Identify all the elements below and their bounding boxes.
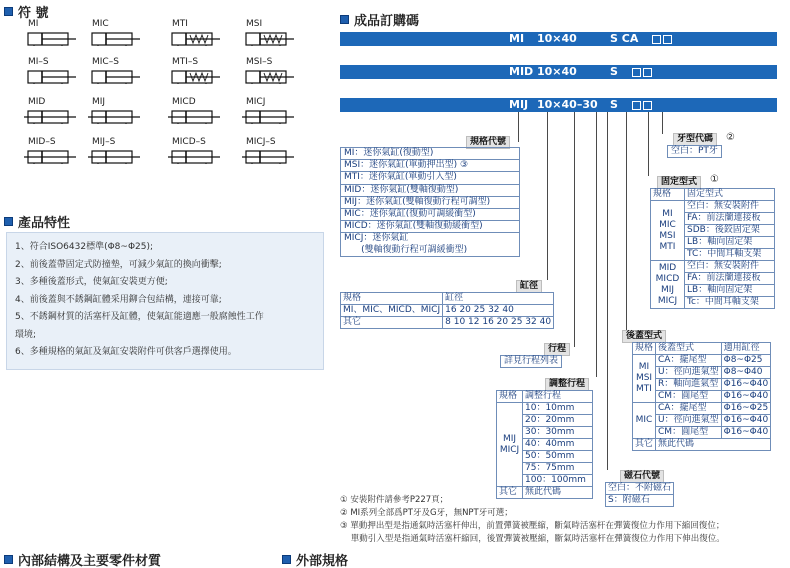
table-cell: 調整行程 bbox=[523, 391, 593, 403]
rear-head-row bbox=[633, 343, 771, 355]
cylinder-symbol-icon bbox=[166, 150, 222, 164]
rear-row bbox=[633, 403, 771, 415]
cylinder-symbol-icon bbox=[166, 32, 222, 46]
table-cell: MIJ MICJ bbox=[497, 403, 523, 487]
adjust-row bbox=[497, 403, 593, 415]
table-cell: U：徑向進氣型 bbox=[656, 367, 722, 379]
spec-code-row: MICJ：迷你氣缸 bbox=[344, 233, 409, 244]
symbol-label: MIC–S bbox=[92, 57, 119, 67]
table-cell: 100：100mm bbox=[523, 475, 593, 487]
table-cell: 空白：無安裝附件 bbox=[685, 201, 775, 213]
table-cell: Φ16~Φ40 bbox=[721, 415, 771, 427]
bore-table bbox=[340, 292, 554, 329]
spec-code-row: MSI：迷你氣缸(單動押出型) ③ bbox=[341, 160, 519, 172]
cylinder-symbol-icon bbox=[86, 110, 142, 124]
table-cell: 固定型式 bbox=[685, 189, 775, 201]
cylinder-symbol-icon bbox=[240, 150, 296, 164]
fix-head-row bbox=[651, 189, 775, 201]
table-cell: 10：10mm bbox=[523, 403, 593, 415]
spec-code-row: (雙軸復動行程可調緩衝型) bbox=[344, 244, 468, 255]
blank-code-boxes bbox=[630, 98, 652, 112]
feature-item: 5、不銹鋼材質的活塞杆及缸體，使氣缸能適應一般腐蝕性工作 bbox=[15, 312, 264, 322]
table-cell: Tc：中間耳軸支架 bbox=[685, 297, 775, 309]
table-cell: 空白：無安裝附件 bbox=[685, 261, 775, 273]
symbols-title: 符 號 bbox=[4, 2, 49, 21]
table-cell: CA：擺尾型 bbox=[656, 403, 722, 415]
table-cell: 規格 bbox=[497, 391, 523, 403]
features-title: 產品特性 bbox=[4, 212, 70, 231]
cylinder-symbol-icon bbox=[166, 110, 222, 124]
spec-code-row: MIJ：迷你氣缸(雙軸復動行程可調型) bbox=[341, 197, 519, 209]
table-cell: 適用缸徑 bbox=[721, 343, 771, 355]
table-cell: 其它 bbox=[341, 317, 443, 329]
cylinder-symbol-icon bbox=[86, 32, 142, 46]
table-cell: MIC bbox=[633, 403, 656, 439]
order-title: 成品訂購碼 bbox=[340, 10, 419, 29]
note-line: 單動引入型是指通氣時活塞杆縮回，後置彈簧被壓縮，斷氣時活塞杆在彈簧復位力作用下伸出復位。 bbox=[340, 534, 725, 544]
note-line: ③ 單動押出型是指通氣時活塞杆伸出，前置彈簧被壓縮，斷氣時活塞杆在彈簧復位力作用下縮回復位； bbox=[340, 521, 725, 531]
symbol-label: MI–S bbox=[28, 57, 49, 67]
features-list bbox=[7, 233, 323, 362]
connector-line bbox=[596, 112, 597, 377]
spec-code-table bbox=[340, 147, 520, 257]
symbol-label: MSI–S bbox=[246, 57, 273, 67]
table-cell: 40：40mm bbox=[523, 439, 593, 451]
table-cell: MI MIC MSI MTI bbox=[651, 201, 685, 261]
thread-note-mark: ② bbox=[726, 132, 735, 143]
cylinder-symbol-icon bbox=[22, 32, 78, 46]
section-square-icon bbox=[4, 7, 13, 16]
symbol-label: MICD bbox=[172, 97, 196, 107]
table-cell: 規格 bbox=[651, 189, 685, 201]
connector-line bbox=[607, 112, 608, 470]
spec-code-row: MID：迷你氣缸(雙軸復動型) bbox=[341, 185, 519, 197]
thread-code-value: 空白：PT牙 bbox=[667, 145, 722, 158]
rear-cover-table bbox=[632, 342, 771, 451]
table-cell: Φ16~Φ40 bbox=[721, 427, 771, 439]
connector-line bbox=[518, 112, 519, 142]
cylinder-symbol-icon bbox=[240, 110, 296, 124]
external-spec-title: 外部規格 bbox=[282, 550, 348, 568]
symbol-label: MIJ bbox=[92, 97, 106, 107]
fixing-type-table bbox=[650, 188, 775, 309]
magnet-code-tag: 磁石代號 bbox=[620, 470, 664, 483]
symbol-label: MIJ–S bbox=[92, 137, 116, 147]
blank-code-boxes bbox=[630, 65, 652, 79]
table-cell: S：附磁石 bbox=[606, 495, 674, 507]
feature-item: 1、符合ISO6432標準(Φ8~Φ25); bbox=[15, 242, 154, 252]
spec-code-row: MIC：迷你氣缸(復動可調緩衝型) bbox=[341, 209, 519, 221]
section-square-icon bbox=[340, 15, 349, 24]
fixing-type-tag: 固定型式 bbox=[657, 176, 701, 189]
stroke-value: 詳見行程列表 bbox=[500, 355, 562, 368]
connector-line bbox=[547, 112, 548, 280]
table-cell: 規格 bbox=[633, 343, 656, 355]
blank-code-boxes bbox=[650, 32, 672, 46]
table-cell: 30：30mm bbox=[523, 427, 593, 439]
spec-code-row: MI：迷你氣缸(復動型) bbox=[341, 148, 519, 160]
bore-row bbox=[341, 317, 554, 329]
table-cell: 75：75mm bbox=[523, 463, 593, 475]
cylinder-symbol-icon bbox=[166, 70, 222, 84]
symbol-label: MICJ bbox=[246, 97, 266, 107]
symbol-label: MICJ–S bbox=[246, 137, 276, 147]
symbol-label: MTI bbox=[172, 19, 188, 29]
table-cell: 無此代碼 bbox=[523, 487, 593, 499]
symbol-label: MTI–S bbox=[172, 57, 199, 67]
table-cell: 其它 bbox=[633, 439, 656, 451]
feature-item: 4、前後蓋與不銹鋼缸體采用鉚合包結構，連接可靠; bbox=[15, 294, 222, 305]
symbol-label: MI bbox=[28, 19, 39, 29]
section-square-icon bbox=[4, 555, 13, 564]
table-cell: R：軸向進氣型 bbox=[656, 379, 722, 391]
table-cell: 20：20mm bbox=[523, 415, 593, 427]
feature-item: 6、多種規格的氣缸及氣缸安裝附件可供客戶選擇使用。 bbox=[15, 347, 237, 357]
stroke-tag: 行程 bbox=[544, 343, 570, 356]
internal-structure-title: 內部結構及主要零件材質 bbox=[4, 550, 161, 568]
table-cell: Φ8~Φ25 bbox=[721, 355, 771, 367]
order-bar-3: MIJ 10×40–30 S bbox=[340, 98, 777, 112]
table-cell: FA：前法蘭連接板 bbox=[685, 273, 775, 285]
order-bar-1: MI 10×40 S CA bbox=[340, 32, 777, 46]
cylinder-symbol-icon bbox=[240, 70, 296, 84]
table-cell: Φ8~Φ40 bbox=[721, 367, 771, 379]
cylinder-symbol-icon bbox=[22, 110, 78, 124]
order-bar-2: MID 10×40 S bbox=[340, 65, 777, 79]
feature-item: 環境; bbox=[15, 329, 37, 340]
rear-other-row bbox=[633, 439, 771, 451]
table-cell: 規格 bbox=[341, 293, 443, 305]
section-square-icon bbox=[282, 555, 291, 564]
cylinder-symbol-icon bbox=[86, 150, 142, 164]
table-cell: 16 20 25 32 40 bbox=[443, 305, 554, 317]
table-cell: LB：軸向固定架 bbox=[685, 285, 775, 297]
bore-row bbox=[341, 305, 554, 317]
table-cell: MI MSI MTI bbox=[633, 355, 656, 403]
rear-row bbox=[633, 355, 771, 367]
fix-row bbox=[651, 261, 775, 273]
bore-row bbox=[341, 293, 554, 305]
adjust-stroke-tag: 調整行程 bbox=[545, 378, 589, 391]
table-cell: 8 10 12 16 20 25 32 40 bbox=[443, 317, 554, 329]
table-cell: 缸徑 bbox=[443, 293, 554, 305]
connector-line bbox=[648, 112, 649, 176]
table-cell: CM：圓尾型 bbox=[656, 427, 722, 439]
spec-code-row: MICD：迷你氣缸(雙軸復動緩衝型) bbox=[341, 221, 519, 233]
cylinder-symbol-icon bbox=[22, 70, 78, 84]
table-cell: 無此代碼 bbox=[656, 439, 771, 451]
table-cell: 其它 bbox=[497, 487, 523, 499]
fix-row bbox=[651, 201, 775, 213]
table-cell: SDB：後鉸固定架 bbox=[685, 225, 775, 237]
table-cell: CA：擺尾型 bbox=[656, 355, 722, 367]
feature-item: 3、多種後蓋形式，使氣缸安裝更方便; bbox=[15, 277, 168, 287]
adjust-head-row bbox=[497, 391, 593, 403]
symbol-label: MSI bbox=[246, 19, 263, 29]
features-box bbox=[6, 232, 324, 370]
cylinder-symbol-icon bbox=[86, 70, 142, 84]
table-cell: CM：圓尾型 bbox=[656, 391, 722, 403]
cylinder-symbol-icon bbox=[22, 150, 78, 164]
connector-line bbox=[662, 112, 663, 134]
table-cell: TC：中間耳軸支架 bbox=[685, 249, 775, 261]
note-line: ① 安裝附件請參考P227頁； bbox=[340, 495, 449, 505]
spec-code-row: MTI：迷你氣缸(單動引入型) bbox=[341, 172, 519, 184]
symbol-label: MICD–S bbox=[172, 137, 206, 147]
table-cell: 空白：不附磁石 bbox=[606, 483, 674, 495]
table-cell: MID MICD MIJ MICJ bbox=[651, 261, 685, 309]
table-cell: Φ16~Φ40 bbox=[721, 379, 771, 391]
table-cell: Φ16~Φ25 bbox=[721, 403, 771, 415]
connector-line bbox=[626, 112, 627, 330]
table-cell: 50：50mm bbox=[523, 451, 593, 463]
connector-line bbox=[574, 112, 575, 347]
rear-cover-tag: 後蓋型式 bbox=[622, 330, 666, 343]
table-cell: Φ16~Φ40 bbox=[721, 391, 771, 403]
fixing-note-mark: ① bbox=[710, 174, 719, 185]
symbol-label: MID bbox=[28, 97, 46, 107]
note-line: ② MI系列全部爲PT牙及G牙，無NPT牙可選； bbox=[340, 508, 513, 518]
bore-tag: 缸徑 bbox=[516, 280, 542, 293]
spec-code-tag: 規格代號 bbox=[466, 136, 510, 149]
order-notes bbox=[340, 494, 725, 546]
feature-item: 2、前後蓋帶固定式防撞墊，可減少氣缸的換向衝擊; bbox=[15, 259, 222, 270]
cylinder-symbol-icon bbox=[240, 32, 296, 46]
thread-code-tag: 牙型代碼 bbox=[673, 133, 717, 146]
table-cell: LB：軸向固定架 bbox=[685, 237, 775, 249]
symbol-label: MID–S bbox=[28, 137, 56, 147]
table-cell: U：徑向進氣型 bbox=[656, 415, 722, 427]
table-cell: MI、MIC、MICD、MICJ bbox=[341, 305, 443, 317]
section-square-icon bbox=[4, 217, 13, 226]
table-cell: FA：前法蘭連接板 bbox=[685, 213, 775, 225]
table-cell: 後蓋型式 bbox=[656, 343, 722, 355]
magnet-row bbox=[606, 483, 674, 495]
symbol-label: MIC bbox=[92, 19, 109, 29]
adjust-stroke-table bbox=[496, 390, 593, 499]
